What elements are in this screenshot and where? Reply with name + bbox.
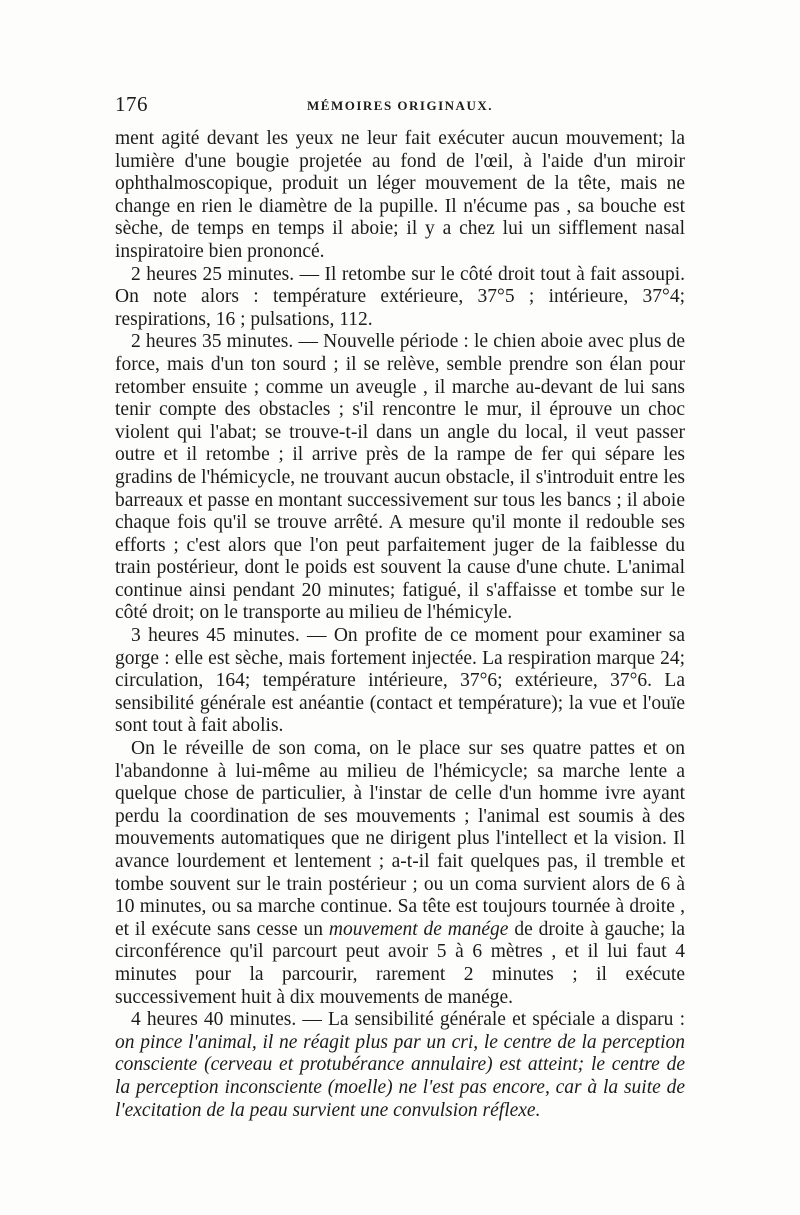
paragraph-5-end: de droite à gauche; la circonférence qu'il parcourt peut avoir 5 à 6 mètres , et il lui faut 4 minutes pour la parcourir, rarement 2 minutes ; il exécute successivement huit à dix mouvements de manége. [115, 918, 686, 1008]
page-header [115, 92, 685, 120]
paragraph-5 [115, 738, 685, 1009]
page-number: 176 [115, 92, 148, 116]
running-title: MÉMOIRES ORIGINAUX. [307, 98, 493, 113]
paragraph-6 [115, 1009, 685, 1122]
paragraph-6-text: 4 heures 40 minutes. — La sensibilité générale et spéciale a disparu : [131, 1009, 685, 1031]
paragraph-2: 2 heures 25 minutes. — Il retombe sur le côté droit tout à fait assoupi. On note alors : température extérieure, 37°5 ; intérieure, 37°4; respirations, 16 ; pulsations, 112. [115, 263, 685, 330]
paragraph-6-italic: on pince l'animal, il ne réagit plus par un cri, le centre de la perception consciente (cerveau et protubérance annulaire) est atteint; le centre de la perception inconsciente (moelle) ne l'est pas encore, car à la suite de l'excitation de la peau survient une convulsion réflexe. [115, 1031, 685, 1121]
paragraph-1: ment agité devant les yeux ne leur fait exécuter aucun mouvement; la lumière d'une bougie projetée au fond de l'œil, à l'aide d'un miroir ophthalmoscopique, produit un léger mouvement de la tête, mais ne change en rien le diamètre de la pupille. Il n'écume pas , sa bouche est sèche, de temps en temps il aboie; il y a chez lui un sifflement nasal inspiratoire bien prononcé. [115, 128, 685, 262]
paragraph-5-text: On le réveille de son coma, on le place sur ses quatre pattes et on l'abandonne à lui-même au milieu de l'hémicycle; sa marche lente a quelque chose de particulier, à l'instar de celle d'un homme ivre ayant perdu la coordination de ses mouvements ; l'animal est soumis à des mouvements automatiques que ne dirigent plus l'intellect et la vision. Il avance lourdement et lentement ; a-t-il fait quelques pas, il tremble et tombe souvent sur le train postérieur ; ou un coma survient alors de 6 à 10 minutes, ou sa marche continue. Sa tête est toujours tournée à droite , et il exécute sans cesse un [115, 738, 685, 940]
paragraph-4: 3 heures 45 minutes. — On profite de ce moment pour examiner sa gorge : elle est sèche, mais fortement injectée. La respiration marque 24; circulation, 164; température intérieure, 37°6; extérieure, 37°6. La sensibilité générale est anéantie (contact et température); la vue et l'ouïe sont tout à fait abolis. [115, 625, 685, 737]
paragraph-3: 2 heures 35 minutes. — Nouvelle période : le chien aboie avec plus de force, mais d'un ton sourd ; il se relève, semble prendre son élan pour retomber ensuite ; comme un aveugle , il marche au-devant de lui sans tenir compte des obstacles ; s'il rencontre le mur, il éprouve un choc violent qui l'abat; se trouve-t-il dans un angle du local, il veut passer outre et il retombe ; il arrive près de la rampe de fer qui sépare les gradins de l'hémicycle, ne trouvant aucun obstacle, il s'introduit entre les barreaux et passe en montant successivement sur tous les bancs ; il aboie chaque fois qu'il se trouve arrêté. A mesure qu'il monte il redouble ses efforts ; c'est alors que l'on peut parfaitement juger de la faiblesse du train postérieur, dont le poids est souvent la cause d'une chute. L'animal continue ainsi pendant 20 minutes; fatigué, il s'affaisse et tombe sur le côté droit; on le transporte au milieu de l'hémicyle. [115, 331, 685, 624]
paragraph-5-italic: mouvement de manége [328, 918, 509, 940]
body-text [115, 128, 685, 1122]
